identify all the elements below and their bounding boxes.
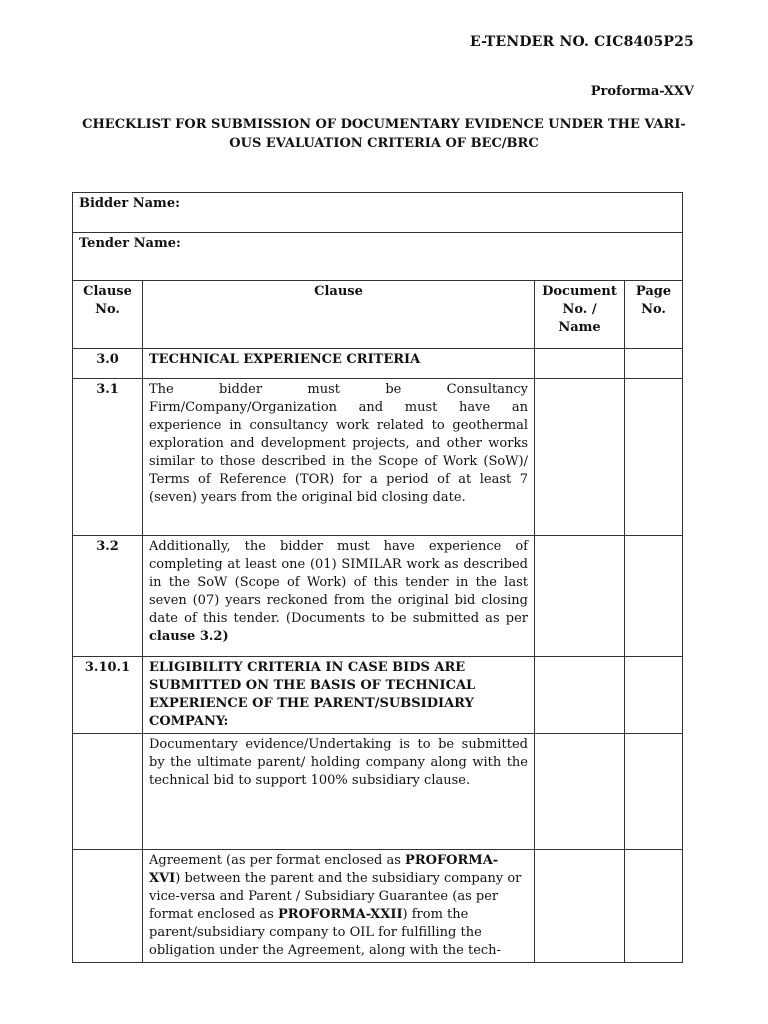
page-cell	[625, 657, 683, 734]
clause-text: The bidder must be Consultancy Firm/Company/Organization and must have an experience in consultancy work related to geothermal exploration and development projects, and other works similar to those described in the Scope of Work (SoW)/ Terms of Reference (TOR) for a period of at least 7 (seven) years from the original bid closing date.	[143, 379, 535, 536]
proforma-reference: PROFORMA-XXII	[278, 907, 403, 922]
table-row	[73, 379, 683, 536]
header-page: Page No.	[625, 281, 683, 349]
page-cell	[625, 850, 683, 963]
clause-text: ELIGIBILITY CRITERIA IN CASE BIDS ARE SUBMITTED ON THE BASIS OF TECHNICAL EXPERIENCE OF THE PARENT/SUBSIDIARY COMPANY:	[143, 657, 535, 734]
document-cell	[535, 349, 625, 379]
document-cell	[535, 734, 625, 850]
clause-text-part: ) from the parent/subsidiary company to OIL for fulfilling the obligation under the Agreement, along with the tech-	[149, 907, 501, 958]
document-cell	[535, 536, 625, 657]
clause-text-part: ) between the parent and the subsidiary company or vice-versa and Parent / Subsidiary Guarantee (as per format enclosed as	[149, 871, 522, 922]
table-row	[73, 349, 683, 379]
clause-text	[143, 536, 535, 657]
clause-number	[73, 734, 143, 850]
clause-number: 3.10.1	[73, 657, 143, 734]
tender-number: E-TENDER NO. CIC8405P25	[470, 34, 694, 50]
clause-text-main: Additionally, the bidder must have experience of completing at least one (01) SIMILAR work as described in the SoW (Scope of Work) of this tender in the last seven (07) years reckoned from the original bid closing date of this tender. (Documents to be submitted as per	[149, 539, 528, 626]
header-document: Document No. / Name	[535, 281, 625, 349]
header-clause: Clause	[143, 281, 535, 349]
table-row	[73, 657, 683, 734]
document-cell	[535, 850, 625, 963]
header-clause-no: Clause No.	[73, 281, 143, 349]
bidder-name-row	[73, 193, 683, 233]
document-cell	[535, 379, 625, 536]
table-row	[73, 850, 683, 963]
clause-number: 3.2	[73, 536, 143, 657]
table-header-row	[73, 281, 683, 349]
page-cell	[625, 734, 683, 850]
table-row	[73, 734, 683, 850]
clause-number	[73, 850, 143, 963]
tender-name-label: Tender Name:	[73, 233, 683, 281]
document-cell	[535, 657, 625, 734]
clause-text: Documentary evidence/Undertaking is to be submitted by the ultimate parent/ holding company along with the technical bid to support 100% subsidiary clause.	[143, 734, 535, 850]
checklist-table	[72, 192, 683, 963]
clause-text	[143, 850, 535, 963]
page-cell	[625, 536, 683, 657]
document-title: CHECKLIST FOR SUBMISSION OF DOCUMENTARY EVIDENCE UNDER THE VARI-OUS EVALUATION CRITERIA OF BEC/BRC	[82, 117, 686, 151]
proforma-reference: PROFORMA-XVI	[149, 853, 499, 886]
page-cell	[625, 349, 683, 379]
tender-name-row	[73, 233, 683, 281]
table-row	[73, 536, 683, 657]
clause-number: 3.1	[73, 379, 143, 536]
clause-reference: clause 3.2)	[149, 629, 229, 644]
clause-text: TECHNICAL EXPERIENCE CRITERIA	[143, 349, 535, 379]
bidder-name-label: Bidder Name:	[73, 193, 683, 233]
proforma-label: Proforma-XXV	[590, 84, 694, 99]
clause-number: 3.0	[73, 349, 143, 379]
page-cell	[625, 379, 683, 536]
clause-text-part: Agreement (as per format enclosed as	[149, 853, 406, 868]
